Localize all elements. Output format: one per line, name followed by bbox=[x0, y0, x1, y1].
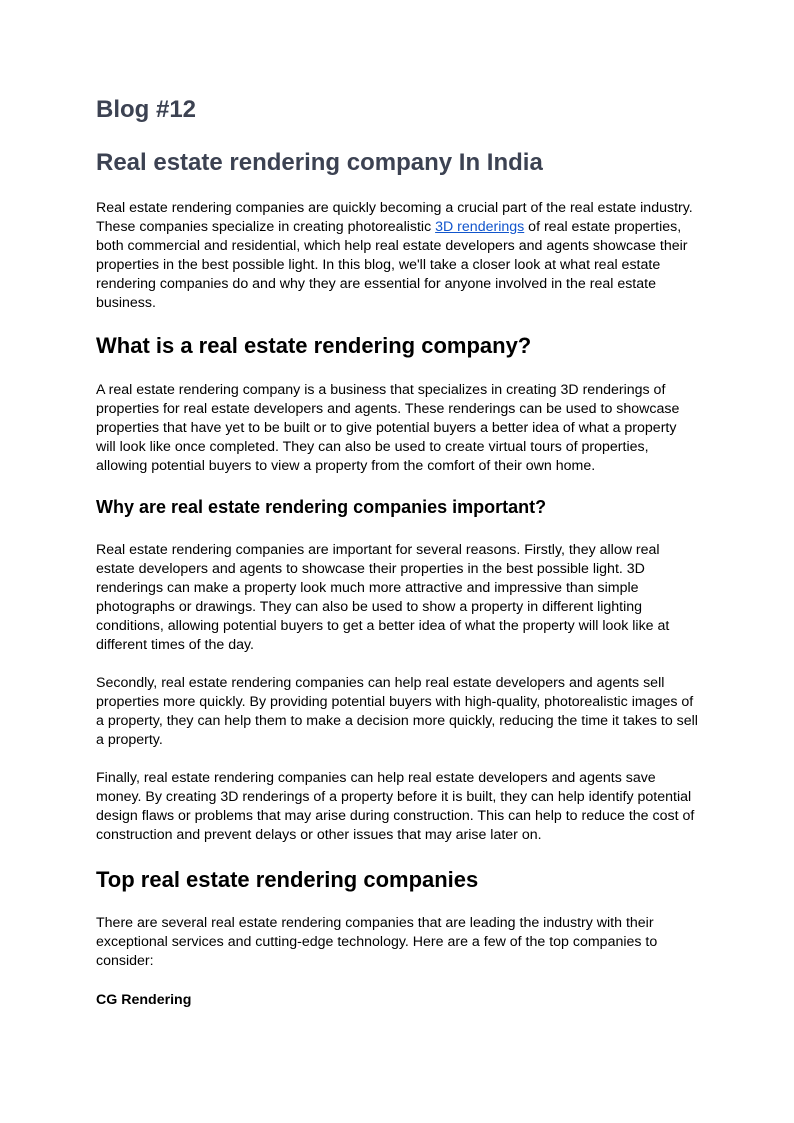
why-important-paragraph-1: Real estate rendering companies are important for several reasons. Firstly, they allow real estate developers and agents to showcase their properties in the best possible light. 3D renderings can make a property look much more attractive and impressive than simple photographs or drawings. They can also be used to show a property in different lighting conditions, allowing potential buyers to get a better idea of what the property will look like at different times of the day. bbox=[96, 542, 670, 653]
why-important-paragraph-3: Finally, real estate rendering companies can help real estate developers and agents save money. By creating 3D renderings of a property before it is built, they can help identify potential design flaws or problems that may arise during construction. This can help to reduce the cost of construction and prevent delays or other issues that may arise later on. bbox=[96, 770, 695, 843]
top-companies-paragraph: There are several real estate rendering companies that are leading the industry with their exceptional services and cutting-edge technology. Here are a few of the top companies to consider: bbox=[96, 915, 658, 969]
section-heading-top-companies: Top real estate rendering companies bbox=[96, 867, 479, 892]
section-heading-what-is: What is a real estate rendering company? bbox=[96, 333, 532, 358]
section-what-is-paragraph: A real estate rendering company is a business that specializes in creating 3D renderings of properties for real estate developers and agents. These renderings can be used to showcase properties that have yet to be built or to give potential buyers a better idea of what a property will look like once completed. They can also be used to create virtual tours of properties, allowing potential buyers to view a property from the comfort of their own home. bbox=[96, 382, 680, 474]
intro-text-after-link: of real estate properties, both commercial and residential, which help real estate developers and agents showcase their properties in the best possible light. In this blog, we'll take a closer look at what real estate rendering companies do and why they are essential for anyone involved in the real estate business. bbox=[96, 218, 688, 311]
company-name-cg-rendering: CG Rendering bbox=[96, 992, 192, 1008]
section-heading-why-important: Why are real estate rendering companies important? bbox=[96, 497, 547, 517]
3d-renderings-link[interactable]: 3D renderings bbox=[435, 218, 525, 235]
blog-number: Blog #12 bbox=[96, 96, 197, 123]
intro-text-before-link: Real estate rendering companies are quickly becoming a crucial part of the real estate industry. These companies specialize in creating photorealistic bbox=[96, 200, 693, 235]
page-title: Real estate rendering company In India bbox=[96, 149, 543, 176]
why-important-paragraph-2: Secondly, real estate rendering companies can help real estate developers and agents sell properties more quickly. By providing potential buyers with high-quality, photorealistic images of a property, they can help them to make a decision more quickly, reducing the time it takes to sell a property. bbox=[96, 675, 698, 748]
intro-paragraph bbox=[96, 199, 700, 312]
